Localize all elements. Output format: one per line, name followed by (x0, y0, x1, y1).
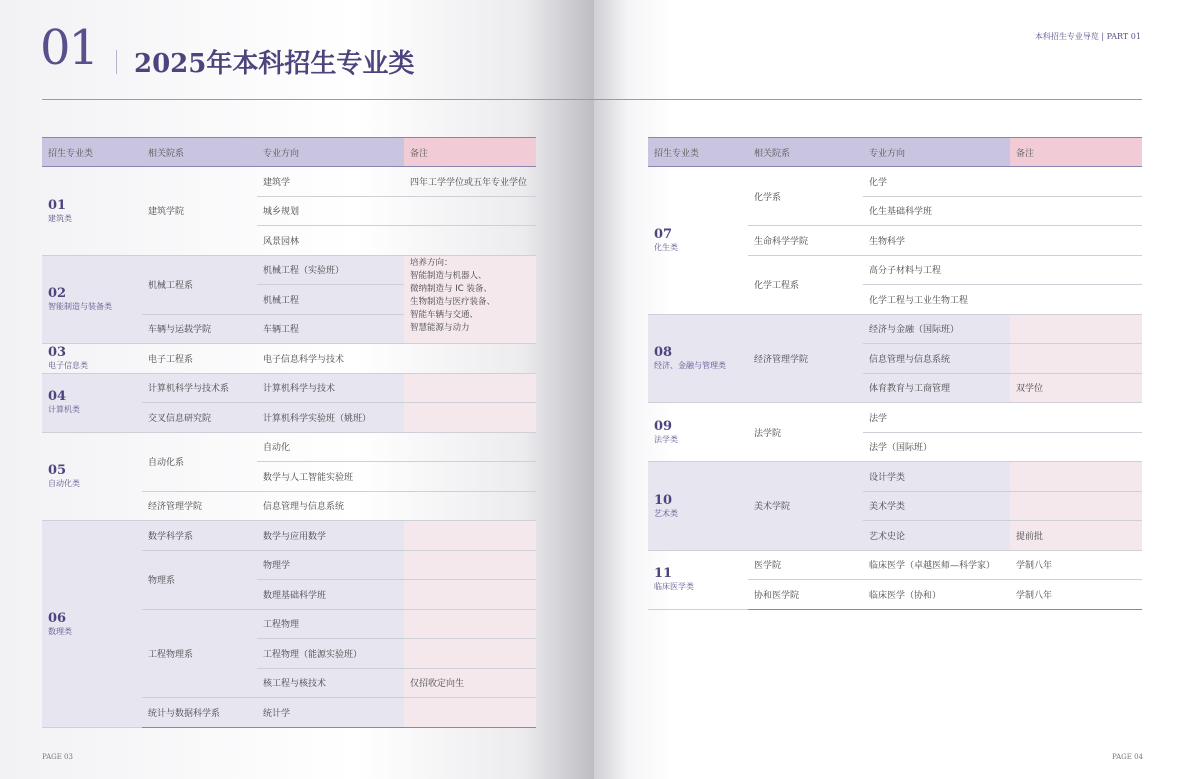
category-number: 05 (48, 463, 67, 479)
note-line: 微纳制造与 IC 装备、 (410, 283, 492, 294)
note-cell (404, 609, 536, 639)
category-name: 数理类 (48, 626, 72, 636)
note-cell (1010, 491, 1142, 521)
note-cell: 提前批 (1010, 521, 1142, 551)
table-row (42, 255, 536, 285)
col-header-note: 备注 (1010, 138, 1142, 167)
dept-cell: 生命科学学院 (748, 226, 863, 256)
category-number: 06 (48, 610, 67, 626)
category-cell (648, 403, 748, 462)
category-cell (42, 167, 142, 256)
major-cell: 化学工程与工业生物工程 (863, 285, 1010, 315)
note-cell (1010, 196, 1142, 226)
col-header-category: 招生专业类 (42, 138, 142, 167)
major-cell: 建筑学 (257, 167, 404, 197)
major-cell: 经济与金融（国际班） (863, 314, 1010, 344)
major-cell: 化学 (863, 167, 1010, 197)
majors-table-right (648, 137, 1142, 610)
category-cell (42, 255, 142, 344)
major-cell: 自动化 (257, 432, 404, 462)
major-cell: 车辆工程 (257, 314, 404, 344)
note-cell: 学制八年 (1010, 580, 1142, 610)
category-number: 04 (48, 389, 67, 405)
dept-cell: 统计与数据科学系 (142, 698, 257, 728)
category-name: 临床医学类 (654, 582, 694, 592)
dept-cell: 法学院 (748, 403, 863, 462)
note-cell (1010, 344, 1142, 374)
note-cell (404, 344, 536, 374)
note-cell (404, 639, 536, 669)
table-header-row (42, 138, 536, 167)
major-cell: 化生基础科学班 (863, 196, 1010, 226)
major-cell: 信息管理与信息系统 (257, 491, 404, 521)
major-cell: 临床医学（卓越医师—科学家） (863, 550, 1010, 580)
note-cell: 四年工学学位或五年专业学位 (404, 167, 536, 197)
category-number: 03 (48, 345, 67, 361)
note-cell (1010, 285, 1142, 315)
dept-cell: 机械工程系 (142, 255, 257, 314)
table-row (42, 432, 536, 462)
category-name: 智能制造与装备类 (48, 302, 112, 312)
category-name: 经济、金融与管理类 (654, 361, 726, 371)
dept-cell: 电子工程系 (142, 344, 257, 374)
major-cell: 法学（国际班） (863, 432, 1010, 462)
category-name: 计算机类 (48, 405, 80, 415)
category-cell (42, 432, 142, 521)
note-cell (404, 196, 536, 226)
note-line: 生物制造与医疗装备、 (410, 297, 496, 308)
dept-cell: 工程物理系 (142, 609, 257, 698)
category-number: 11 (654, 566, 673, 582)
note-cell (404, 550, 536, 580)
category-number: 09 (654, 418, 673, 434)
note-cell (404, 373, 536, 403)
header-rule (42, 99, 1142, 100)
major-cell: 临床医学（协和） (863, 580, 1010, 610)
table-row (648, 550, 1142, 580)
category-name: 艺术类 (654, 508, 678, 518)
major-cell: 数学与应用数学 (257, 521, 404, 551)
table-row (648, 167, 1142, 197)
major-cell: 体育教育与工商管理 (863, 373, 1010, 403)
table-row (42, 373, 536, 403)
section-number: 01 (40, 20, 98, 76)
major-cell: 城乡规划 (257, 196, 404, 226)
page-number-left: PAGE 03 (42, 753, 73, 761)
major-cell: 物理学 (257, 550, 404, 580)
note-cell: 仅招收定向生 (404, 668, 536, 698)
major-cell: 艺术史论 (863, 521, 1010, 551)
note-line: 智慧能源与动力 (410, 323, 470, 334)
dept-cell: 建筑学院 (142, 167, 257, 256)
note-cell (404, 226, 536, 256)
category-number: 01 (48, 197, 67, 213)
category-cell (648, 314, 748, 403)
dept-cell: 医学院 (748, 550, 863, 580)
note-line: 智能制造与机器人、 (410, 270, 487, 281)
table-row (648, 462, 1142, 492)
dept-cell: 协和医学院 (748, 580, 863, 610)
category-cell (42, 521, 142, 728)
table-header-row (648, 138, 1142, 167)
major-cell: 风景园林 (257, 226, 404, 256)
dept-cell: 经济管理学院 (748, 314, 863, 403)
table-row (648, 403, 1142, 433)
major-cell: 工程物理（能源实验班） (257, 639, 404, 669)
dept-cell: 计算机科学与技术系 (142, 373, 257, 403)
major-cell: 信息管理与信息系统 (863, 344, 1010, 374)
note-cell (404, 462, 536, 492)
note-cell (1010, 255, 1142, 285)
dept-cell: 车辆与运载学院 (142, 314, 257, 344)
note-cell (404, 491, 536, 521)
major-cell: 计算机科学实验班（姚班） (257, 403, 404, 433)
note-line: 智能车辆与交通、 (410, 310, 479, 321)
col-header-note: 备注 (404, 138, 536, 167)
note-cell: 双学位 (1010, 373, 1142, 403)
page-title: 2025年本科招生专业类 (134, 49, 415, 79)
note-cell (404, 580, 536, 610)
running-head: 本科招生专业导览 | PART 01 (1034, 32, 1141, 41)
note-cell (1010, 403, 1142, 433)
major-cell: 生物科学 (863, 226, 1010, 256)
col-header-major: 专业方向 (863, 138, 1010, 167)
category-cell (42, 373, 142, 432)
category-name: 电子信息类 (48, 361, 88, 371)
dept-cell: 化学工程系 (748, 255, 863, 314)
note-cell (404, 698, 536, 728)
table-row (42, 344, 536, 374)
category-number: 07 (654, 227, 673, 243)
table-row (42, 521, 536, 551)
note-cell (1010, 432, 1142, 462)
category-name: 建筑类 (48, 213, 72, 223)
major-cell: 高分子材料与工程 (863, 255, 1010, 285)
col-header-category: 招生专业类 (648, 138, 748, 167)
note-cell (1010, 167, 1142, 197)
major-cell: 机械工程（实验班） (257, 255, 404, 285)
note-cell (404, 432, 536, 462)
major-cell: 美术学类 (863, 491, 1010, 521)
note-cell (1010, 226, 1142, 256)
major-cell: 工程物理 (257, 609, 404, 639)
major-cell: 机械工程 (257, 285, 404, 315)
table-row (648, 314, 1142, 344)
major-cell: 统计学 (257, 698, 404, 728)
page-number-right: PAGE 04 (1112, 753, 1143, 761)
category-name: 自动化类 (48, 479, 80, 489)
dept-cell: 美术学院 (748, 462, 863, 551)
major-cell: 数学与人工智能实验班 (257, 462, 404, 492)
note-line: 培养方向： (410, 257, 453, 268)
dept-cell: 经济管理学院 (142, 491, 257, 521)
category-number: 02 (48, 286, 67, 302)
major-cell: 核工程与核技术 (257, 668, 404, 698)
major-cell: 法学 (863, 403, 1010, 433)
category-number: 08 (654, 345, 673, 361)
category-number: 10 (654, 492, 673, 508)
major-cell: 数理基础科学班 (257, 580, 404, 610)
category-cell (42, 344, 142, 374)
note-cell (1010, 462, 1142, 492)
major-cell: 设计学类 (863, 462, 1010, 492)
note-cell: 学制八年 (1010, 550, 1142, 580)
category-cell (648, 167, 748, 315)
note-cell (404, 403, 536, 433)
col-header-dept: 相关院系 (748, 138, 863, 167)
col-header-major: 专业方向 (257, 138, 404, 167)
note-cell (1010, 314, 1142, 344)
dept-cell: 交叉信息研究院 (142, 403, 257, 433)
category-cell (648, 462, 748, 551)
title-separator (116, 50, 117, 74)
major-cell: 电子信息科学与技术 (257, 344, 404, 374)
dept-cell: 化学系 (748, 167, 863, 226)
dept-cell: 数学科学系 (142, 521, 257, 551)
majors-table-left (42, 137, 536, 728)
note-cell (404, 255, 536, 344)
col-header-dept: 相关院系 (142, 138, 257, 167)
table-row (42, 167, 536, 197)
category-cell (648, 550, 748, 609)
category-name: 化生类 (654, 243, 678, 253)
dept-cell: 物理系 (142, 550, 257, 609)
dept-cell: 自动化系 (142, 432, 257, 491)
major-cell: 计算机科学与技术 (257, 373, 404, 403)
note-cell (404, 521, 536, 551)
category-name: 法学类 (654, 434, 678, 444)
